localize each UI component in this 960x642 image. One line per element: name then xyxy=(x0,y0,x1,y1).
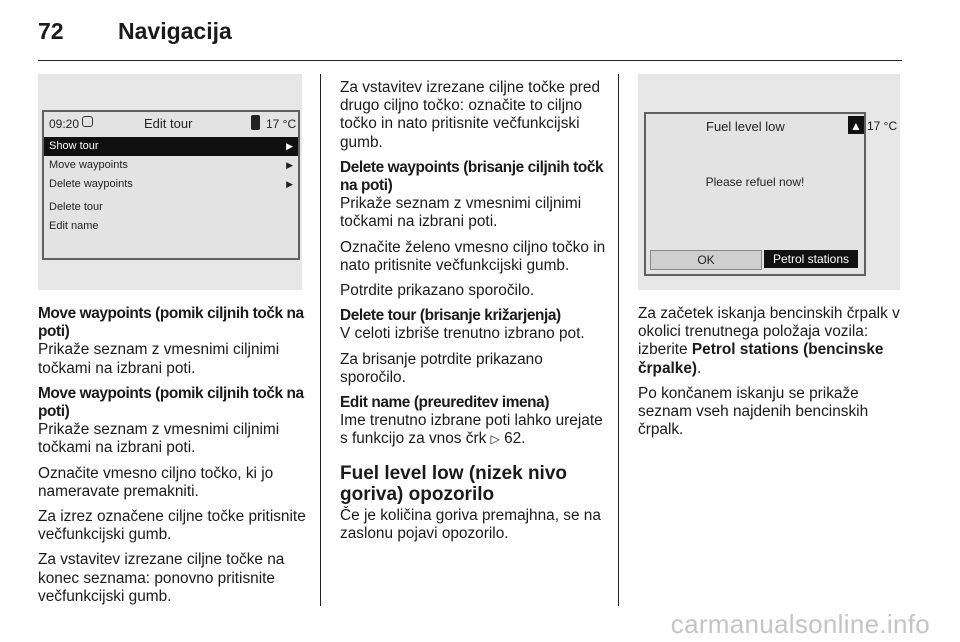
chevron-right-icon: ▶ xyxy=(286,160,293,170)
menu-item-label: Show tour xyxy=(49,140,99,152)
heading-move-waypoints: Move waypoints (pomik ciljnih točk na poti) xyxy=(38,384,304,421)
clock-time: 09:20 xyxy=(49,117,80,131)
page-reference: 62. xyxy=(504,430,526,448)
petrol-stations-term: Petrol stations (bencinske črpalke) xyxy=(638,341,884,377)
ok-button[interactable]: OK xyxy=(650,250,762,270)
menu-item[interactable] xyxy=(44,217,298,236)
clock-icon xyxy=(82,116,93,127)
phone-icon xyxy=(251,115,260,130)
warning-icon: ▲ xyxy=(848,116,864,134)
paragraph: Potrdite prikazano sporočilo. xyxy=(340,282,535,300)
paragraph: Prikaže seznam z vmesnimi ciljnimi točkami na izbrani poti. xyxy=(340,195,582,231)
column-2 xyxy=(340,79,608,550)
fuel-level-screen xyxy=(644,112,866,276)
menu-item-label: Move waypoints xyxy=(49,159,128,171)
column-divider xyxy=(618,74,619,606)
paragraph-text: Za začetek iskanja bencinskih črpalk v okolici trenutnega položaja vozila: izberite xyxy=(638,305,900,359)
paragraph: Prikaže seznam z vmesnimi ciljnimi točkami na izbrani poti. xyxy=(38,421,280,457)
paragraph: Označite vmesno ciljno točko, ki jo nameravate premakniti. xyxy=(38,464,274,500)
menu-item[interactable] xyxy=(44,137,298,156)
paragraph-end: . xyxy=(697,359,702,377)
paragraph xyxy=(638,305,908,378)
paragraph: Za vstavitev izrezane ciljne točke pred drugo ciljno točko: označite to ciljno točko in nato pritisnite večfunkcijski gumb. xyxy=(340,79,601,151)
page-reference-arrow-icon: ▷ xyxy=(490,432,500,447)
temperature: 17 °C xyxy=(266,117,297,131)
header-rule xyxy=(38,60,902,61)
temperature: 17 °C xyxy=(867,119,898,133)
menu-item[interactable] xyxy=(44,156,298,175)
edit-tour-screen xyxy=(42,110,300,260)
heading-move-waypoints: Move waypoints (pomik ciljnih točk na poti) xyxy=(38,305,304,341)
page-number: 72 xyxy=(38,18,64,44)
paragraph: V celoti izbriše trenutno izbrano pot. xyxy=(340,325,585,343)
dialog-title: Fuel level low xyxy=(706,119,785,134)
menu-item-label: Edit name xyxy=(49,220,99,232)
menu-item[interactable] xyxy=(44,198,298,217)
paragraph-text: Ime trenutno izbrane poti lahko urejate s funkcijo za vnos črk xyxy=(340,412,603,448)
menu-item[interactable] xyxy=(44,175,298,194)
watermark: carmanualsonline.info xyxy=(670,609,930,639)
section-heading: Fuel level low (nizek nivo goriva) opozorilo xyxy=(340,462,567,505)
warning-message: Please refuel now! xyxy=(705,175,805,189)
paragraph xyxy=(340,412,608,448)
paragraph: Če je količina goriva premajhna, se na zaslonu pojavi opozorilo. xyxy=(340,506,601,542)
column-divider xyxy=(320,74,321,606)
heading-delete-tour: Delete tour (brisanje križarjenja) xyxy=(340,307,561,325)
chevron-right-icon: ▶ xyxy=(286,179,293,189)
menu-item-label: Delete tour xyxy=(49,201,103,213)
column-1 xyxy=(38,305,310,613)
fuel-level-figure xyxy=(638,74,900,290)
paragraph: Označite želeno vmesno ciljno točko in nato pritisnite večfunkcijski gumb. xyxy=(340,238,606,274)
page-header-title: Navigacija xyxy=(118,18,232,44)
paragraph: Za vstavitev izrezane ciljne točke na konec seznama: ponovno pritisnite večfunkcijski gumb. xyxy=(38,551,285,605)
paragraph: Po končanem iskanju se prikaže seznam vseh najdenih bencinskih črpalk. xyxy=(638,384,869,439)
heading-edit-name: Edit name (preureditev imena) xyxy=(340,394,550,412)
menu-item-label: Delete waypoints xyxy=(49,178,133,190)
edit-tour-menu xyxy=(44,137,298,236)
dialog-title-bar xyxy=(646,114,864,136)
paragraph: Za brisanje potrdite prikazano sporočilo. xyxy=(340,350,543,386)
column-3 xyxy=(638,305,908,446)
heading-delete-waypoints: Delete waypoints (brisanje ciljnih točk na poti) xyxy=(340,158,604,195)
screen-title: Edit tour xyxy=(144,116,193,131)
paragraph: Za izrez označene ciljne točke pritisnite večfunkcijski gumb. xyxy=(38,508,306,544)
status-bar xyxy=(44,112,298,134)
edit-tour-figure xyxy=(38,74,302,290)
chevron-right-icon: ▶ xyxy=(286,141,293,151)
petrol-stations-button[interactable]: Petrol stations xyxy=(764,250,858,268)
paragraph: Prikaže seznam z vmesnimi ciljnimi točkami na izbrani poti. xyxy=(38,341,280,377)
